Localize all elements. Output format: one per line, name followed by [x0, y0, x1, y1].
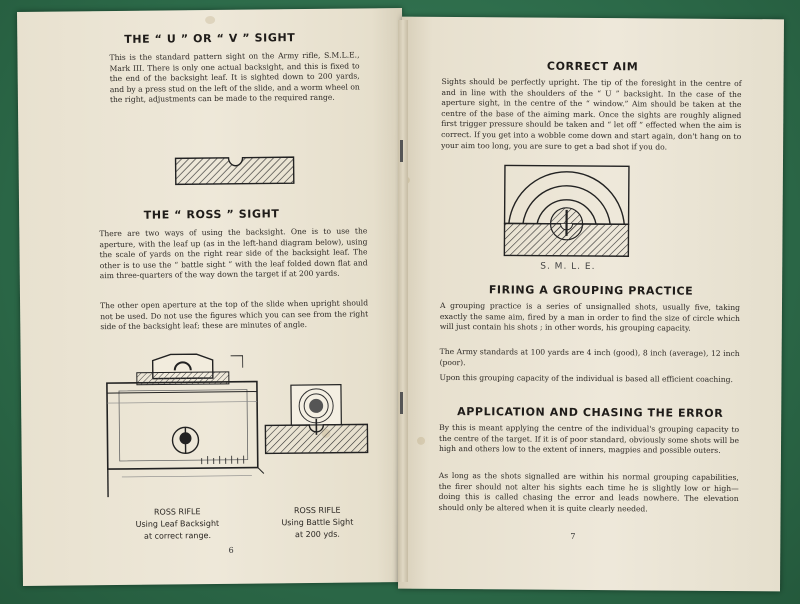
- ross-sight-paragraph-1: There are two ways of using the backsight. One is to use the aperture, with the leaf up (as in the left-hand diagram below), using the scale of yards on the right rear side of the backsight leaf. The other is to use the “ battle sight ” with the leaf folded down flat and aim three-quarters of the way down the target if at 200 yards.: [99, 226, 368, 281]
- grouping-practice-heading: FIRING A GROUPING PRACTICE: [488, 283, 694, 298]
- ross-leaf-backsight-diagram: [101, 349, 273, 501]
- page-number-right: 7: [570, 531, 576, 541]
- ross-sight-heading: THE “ ROSS ” SIGHT: [143, 207, 280, 222]
- application-paragraph-1: By this is meant applying the centre of the individual's grouping capacity to the centre of the target. If it is of poor standard, obviously some shots will be high and others low to the extent of inners, magpies and possible outers.: [438, 422, 740, 456]
- page-number-left: 6: [228, 545, 234, 555]
- smle-diagram-label: S. M. L. E.: [540, 261, 596, 273]
- ross-sight-paragraph-2: The other open aperture at the top of the slide when upright should not be used. Do not use the figures which you can see from the right side of the backsight leaf; these are minutes of angle.: [100, 298, 369, 332]
- u-v-sight-paragraph: This is the standard pattern sight on the Army rifle, S.M.L.E., Mark III. There is only one actual backsight, and this is fixed to the end of the backsight leaf. It is sighted down to 200 yards, and by a press stud on the left of the slide, and a worm wheel on the right, adjustments can be made to the required range.: [109, 50, 360, 105]
- left-caption-line-1: Using Leaf Backsight: [135, 518, 220, 529]
- grouping-paragraph-3: Upon this grouping capacity of the individual is based all efficient coaching.: [439, 372, 733, 384]
- ross-battle-sight-diagram: [261, 378, 372, 457]
- correct-aim-heading: CORRECT AIM: [546, 59, 639, 74]
- right-page: [398, 17, 784, 592]
- u-v-sight-heading: THE “ U ” OR “ V ” SIGHT: [124, 31, 296, 46]
- application-heading: APPLICATION AND CHASING THE ERROR: [457, 405, 724, 420]
- book-spine: [398, 20, 408, 582]
- left-caption-title: ROSS RIFLE: [153, 507, 201, 517]
- grouping-paragraph-2: The Army standards at 100 yards are 4 inch (good), 8 inch (average), 12 inch (poor).: [439, 346, 740, 367]
- left-page: [17, 8, 408, 586]
- smle-aim-diagram: [502, 163, 683, 260]
- staple-top: [400, 140, 403, 162]
- u-sight-diagram: [173, 151, 297, 188]
- staple-bottom: [400, 392, 403, 414]
- left-caption-line-2: at correct range.: [143, 531, 212, 541]
- right-caption-title: ROSS RIFLE: [293, 505, 341, 516]
- right-caption-line-1: Using Battle Sight: [281, 517, 354, 528]
- right-caption-line-2: at 200 yds.: [294, 529, 340, 540]
- correct-aim-paragraph: Sights should be perfectly upright. The tip of the foresight in the centre of and in line with the shoulders of the “ U ” backsight. In the case of the aperture sight, in the centre of the “ window.” Aim should be taken at the centre of the base of the aiming mark. Once the sights are roughly aligned first trigger pressure should be taken and “ let off ” effected when the aim is correct. If you get into a wobble come down and start again, don't hang on to your aim too long, you are sure to get a bad shot if you do.: [441, 76, 742, 152]
- application-paragraph-2: As long as the shots signalled are within his normal grouping capabilities, the firer should not alter his sights each time he is slightly low or high—doing this is called chasing the error and leads nowhere. The elevation should only be altered when it is quite clearly needed.: [438, 470, 739, 514]
- grouping-paragraph-1: A grouping practice is a series of unsignalled shots, usually five, taking exactly the same aim, fired by a man in order to find the size of circle which will just contain his shots ; in other words, his grouping capacity.: [439, 300, 741, 333]
